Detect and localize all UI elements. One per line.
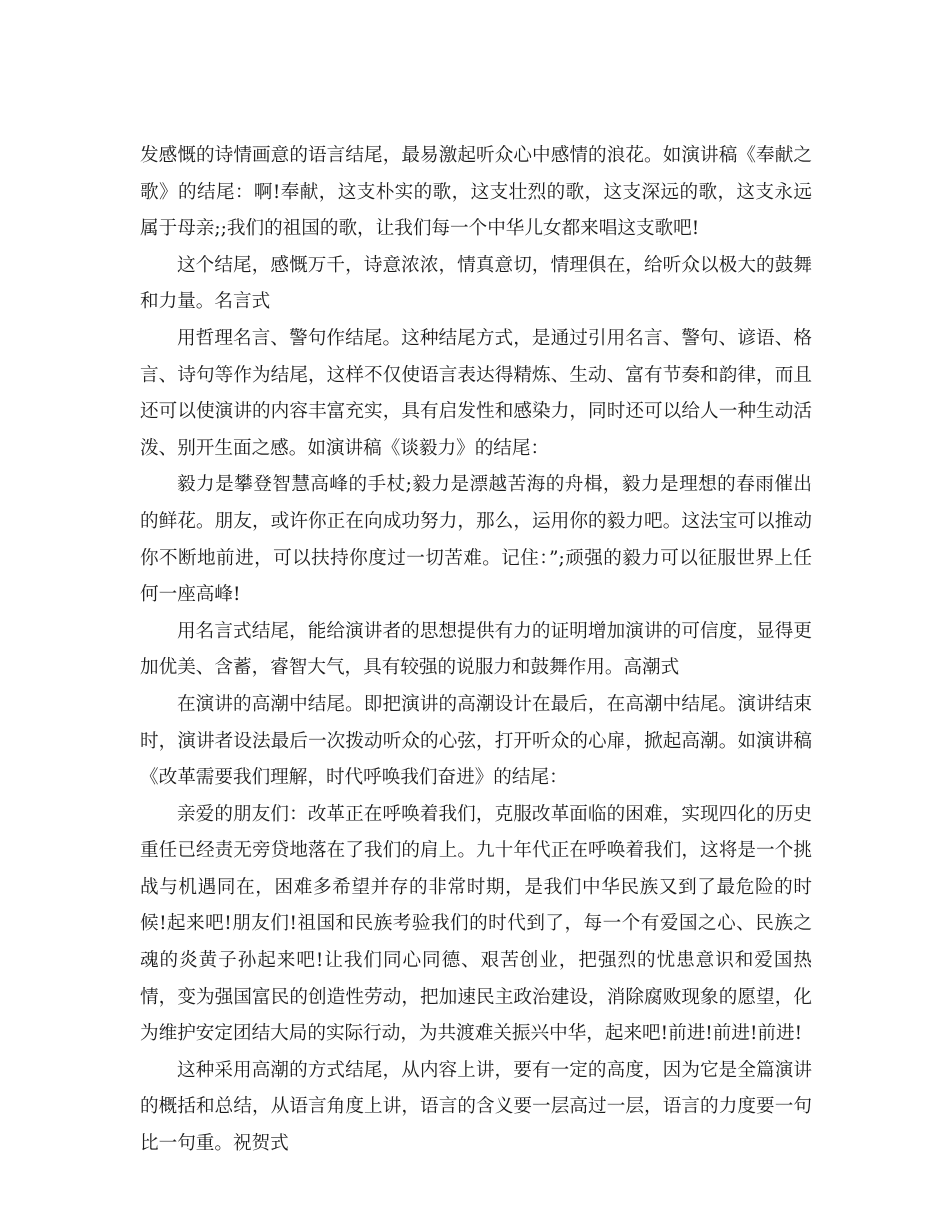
document-page	[140, 0, 812, 1163]
paragraph-quote: 亲爱的朋友们：改革正在呼唤着我们，克服改革面临的困难，实现四化的历史重任已经责无旁贷地落在了我们的肩上。九十年代正在呼唤着我们，这将是一个挑战与机遇同在，困难多希望并存的非常时期，是我们中华民族又到了最危险的时候!起来吧!朋友们!祖国和民族考验我们的时代到了，每一个有爱国之心、民族之魂的炎黄子孙起来吧!让我们同心同德、艰苦创业，把强烈的忧患意识和爱国热情，变为强国富民的创造性劳动，把加速民主政治建设，消除腐败现象的愿望，化为维护安定团结大局的实际行动，为共渡难关振兴中华，起来吧!前进!前进!前进!	[140, 803, 812, 1045]
paragraph: 在演讲的高潮中结尾。即把演讲的高潮设计在最后，在高潮中结尾。演讲结束时，演讲者设法最后一次拨动听众的心弦，打开听众的心扉，掀起高潮。如演讲稿《改革需要我们理解，时代呼唤我们奋进》的结尾：	[140, 693, 812, 789]
paragraph: 用哲理名言、警句作结尾。这种结尾方式，是通过引用名言、警句、谚语、格言、诗句等作为结尾，这样不仅使语言表达得精炼、生动、富有节奏和韵律，而且还可以使演讲的内容丰富充实，具有启发性和感染力，同时还可以给人一种生动活泼、别开生面之感。如演讲稿《谈毅力》的结尾：	[140, 327, 812, 459]
paragraph: 这个结尾，感慨万千，诗意浓浓，情真意切，情理俱在，给听众以极大的鼓舞和力量。名言式	[140, 254, 812, 313]
paragraph: 用名言式结尾，能给演讲者的思想提供有力的证明增加演讲的可信度，显得更加优美、含蓄，睿智大气，具有较强的说服力和鼓舞作用。高潮式	[140, 620, 812, 679]
paragraph-continuation: 发感慨的诗情画意的语言结尾，最易激起听众心中感情的浪花。如演讲稿《奉献之歌》的结尾：啊!奉献，这支朴实的歌，这支壮烈的歌，这支深远的歌，这支永远属于母亲;;我们的祖国的歌，让我们每一个中华儿女都来唱这支歌吧!	[140, 145, 812, 240]
paragraph-quote: 毅力是攀登智慧高峰的手杖;毅力是漂越苦海的舟楫，毅力是理想的春雨催出的鲜花。朋友，或许你正在向成功努力，那么，运用你的毅力吧。这法宝可以推动你不断地前进，可以扶持你度过一切苦难。记住：”;顽强的毅力可以征服世界上任何一座高峰!	[140, 474, 812, 606]
paragraph: 这种采用高潮的方式结尾，从内容上讲，要有一定的高度，因为它是全篇演讲的概括和总结，从语言角度上讲，语言的含义要一层高过一层，语言的力度要一句比一句重。祝贺式	[140, 1059, 812, 1155]
